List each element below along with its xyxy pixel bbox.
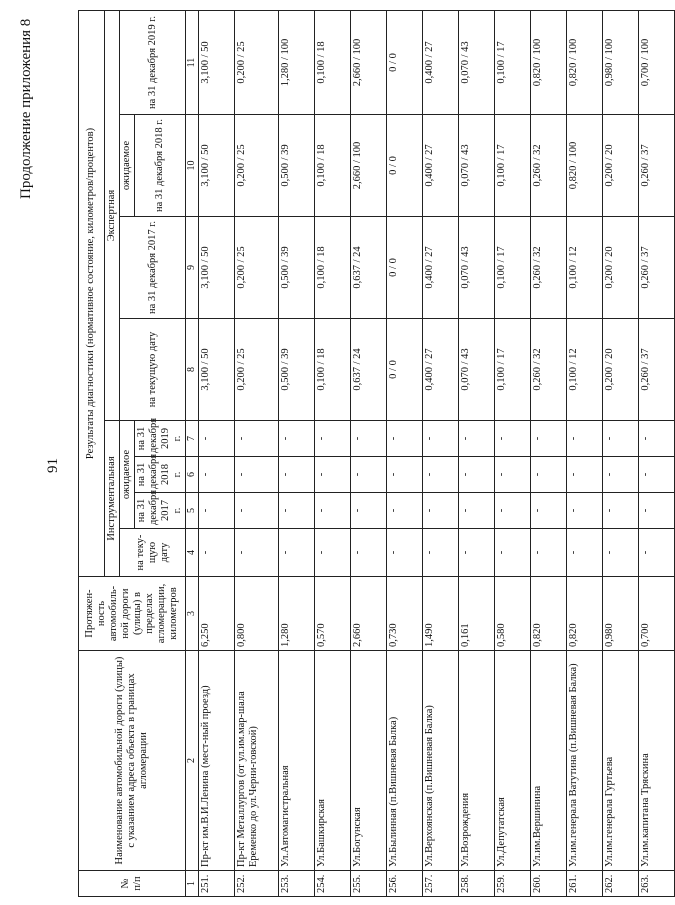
cell-expert-2019: 0,820 / 100 — [530, 11, 566, 115]
cell-expert-current: 0,260 / 37 — [638, 319, 674, 421]
cell-expert-current: 0,260 / 32 — [530, 319, 566, 421]
road-name: Ул.Башкирская — [314, 651, 350, 871]
cell-instr-2019: - — [602, 421, 638, 457]
road-length: 0,161 — [458, 577, 494, 651]
cell-expert-2019: 2,660 / 100 — [350, 11, 386, 115]
road-length: 0,820 — [530, 577, 566, 651]
cell-instr-current: - — [422, 529, 458, 577]
cell-expert-2017: 0 / 0 — [386, 217, 422, 319]
road-length: 0,580 — [494, 577, 530, 651]
table-row — [422, 11, 458, 897]
cell-expert-2019: 1,280 / 100 — [278, 11, 314, 115]
cell-expert-2018: 0,400 / 27 — [422, 115, 458, 217]
table-row — [234, 11, 278, 897]
cell-instr-2019: - — [198, 421, 234, 457]
cell-instr-current: - — [494, 529, 530, 577]
cell-instr-2017: - — [494, 493, 530, 529]
table-row — [198, 11, 234, 897]
cell-instr-2019: - — [314, 421, 350, 457]
cell-expert-2019: 0 / 0 — [386, 11, 422, 115]
cell-expert-current: 0,100 / 12 — [566, 319, 602, 421]
cell-expert-2017: 0,260 / 37 — [638, 217, 674, 319]
cell-expert-2019: 0,820 / 100 — [566, 11, 602, 115]
cell-instr-2017: - — [638, 493, 674, 529]
cell-instr-2018: - — [314, 457, 350, 493]
cell-expert-2019: 0,070 / 43 — [458, 11, 494, 115]
table-row — [494, 11, 530, 897]
cell-expert-2018: 0,200 / 20 — [602, 115, 638, 217]
cell-expert-2018: 0,820 / 100 — [566, 115, 602, 217]
cell-instr-2019: - — [638, 421, 674, 457]
cell-expert-2018: 0,070 / 43 — [458, 115, 494, 217]
row-number: 254. — [314, 871, 350, 897]
row-number: 260. — [530, 871, 566, 897]
cell-expert-current: 3,100 / 50 — [198, 319, 234, 421]
row-number: 252. — [234, 871, 278, 897]
column-number: 5 — [186, 493, 199, 529]
cell-instr-2019: - — [458, 421, 494, 457]
cell-expert-2019: 0,200 / 25 — [234, 11, 278, 115]
road-length: 0,800 — [234, 577, 278, 651]
cell-instr-2018: - — [638, 457, 674, 493]
cell-instr-2019: - — [422, 421, 458, 457]
table-row — [350, 11, 386, 897]
cell-expert-2018: 2,660 / 100 — [350, 115, 386, 217]
header-instr-2017: на 31 декабря 2017 г. — [135, 493, 186, 529]
page-number: 91 — [45, 458, 61, 473]
column-number: 11 — [186, 11, 199, 115]
cell-expert-2017: 0,637 / 24 — [350, 217, 386, 319]
column-number-row — [186, 11, 199, 897]
cell-expert-2017: 0,200 / 25 — [234, 217, 278, 319]
cell-instr-2018: - — [350, 457, 386, 493]
cell-expert-current: 0,400 / 27 — [422, 319, 458, 421]
road-name: Ул.Былинная (п.Вишневая Балка) — [386, 651, 422, 871]
row-number: 258. — [458, 871, 494, 897]
cell-expert-current: 0,070 / 43 — [458, 319, 494, 421]
table-row — [566, 11, 602, 897]
road-length: 0,570 — [314, 577, 350, 651]
cell-instr-current: - — [638, 529, 674, 577]
table-row — [386, 11, 422, 897]
cell-instr-2018: - — [530, 457, 566, 493]
header-expert-current: на текущую дату — [120, 319, 186, 421]
cell-instr-2017: - — [198, 493, 234, 529]
cell-instr-current: - — [234, 529, 278, 577]
row-number: 257. — [422, 871, 458, 897]
cell-instr-2017: - — [566, 493, 602, 529]
cell-expert-2019: 0,100 / 18 — [314, 11, 350, 115]
road-length: 0,820 — [566, 577, 602, 651]
cell-expert-2017: 0,100 / 12 — [566, 217, 602, 319]
road-name: Ул.им.генерала Гуртьева — [602, 651, 638, 871]
cell-expert-2018: 3,100 / 50 — [198, 115, 234, 217]
cell-expert-2018: 0,260 / 37 — [638, 115, 674, 217]
cell-expert-2017: 0,200 / 20 — [602, 217, 638, 319]
cell-expert-current: 0,200 / 20 — [602, 319, 638, 421]
cell-instr-current: - — [602, 529, 638, 577]
road-name: Пр-кт им.В.И.Ленина (мест-ный проезд) — [198, 651, 234, 871]
cell-expert-2019: 0,400 / 27 — [422, 11, 458, 115]
header-expert: Экспертная — [105, 11, 120, 421]
cell-expert-2017: 0,100 / 17 — [494, 217, 530, 319]
cell-expert-2019: 0,700 / 100 — [638, 11, 674, 115]
header-expert-expected: ожидаемое — [120, 115, 135, 217]
cell-expert-current: 0,100 / 18 — [314, 319, 350, 421]
column-number: 9 — [186, 217, 199, 319]
row-number: 261. — [566, 871, 602, 897]
cell-instr-2019: - — [234, 421, 278, 457]
cell-instr-2019: - — [278, 421, 314, 457]
cell-instr-2019: - — [350, 421, 386, 457]
cell-expert-current: 0,100 / 17 — [494, 319, 530, 421]
road-name: Ул.им.генерала Ватутина (п.Вишневая Балка) — [566, 651, 602, 871]
table-row — [314, 11, 350, 897]
header-expert-2017: на 31 декабря 2017 г. — [120, 217, 186, 319]
cell-instr-current: - — [530, 529, 566, 577]
header-diagnostics: Результаты диагностики (нормативное состояние, километров/процентов) — [79, 11, 105, 577]
cell-instr-2019: - — [530, 421, 566, 457]
road-diagnostics-table — [78, 10, 675, 897]
table-row — [638, 11, 674, 897]
column-number: 6 — [186, 457, 199, 493]
cell-instr-2018: - — [234, 457, 278, 493]
cell-expert-2017: 0,260 / 32 — [530, 217, 566, 319]
cell-instr-2018: - — [566, 457, 602, 493]
row-number: 259. — [494, 871, 530, 897]
header-instr-2019: на 31 декабря 2019 г. — [135, 421, 186, 457]
header-expert-2018: на 31 декабря 2018 г. — [135, 115, 186, 217]
header-length: Протяжен-ность автомобиль-ной дороги (улицы) в пределах агломерации, километров — [79, 577, 186, 651]
table-row — [530, 11, 566, 897]
cell-expert-2018: 0,260 / 32 — [530, 115, 566, 217]
column-number: 8 — [186, 319, 199, 421]
header-instrumental: Инструментальная — [105, 421, 120, 577]
cell-instr-2018: - — [198, 457, 234, 493]
cell-instr-2018: - — [386, 457, 422, 493]
road-name: Ул.им.Вершинина — [530, 651, 566, 871]
cell-instr-2017: - — [458, 493, 494, 529]
cell-expert-2019: 3,100 / 50 — [198, 11, 234, 115]
cell-instr-current: - — [566, 529, 602, 577]
cell-instr-2017: - — [386, 493, 422, 529]
row-number: 262. — [602, 871, 638, 897]
cell-instr-current: - — [198, 529, 234, 577]
table-row — [278, 11, 314, 897]
header-expert-2019: на 31 декабря 2019 г. — [120, 11, 186, 115]
cell-instr-2019: - — [386, 421, 422, 457]
road-name: Ул.Богунская — [350, 651, 386, 871]
cell-instr-current: - — [314, 529, 350, 577]
cell-instr-2018: - — [494, 457, 530, 493]
road-length: 0,730 — [386, 577, 422, 651]
road-length: 2,660 — [350, 577, 386, 651]
header-instr-2018: на 31 декабря 2018 г. — [135, 457, 186, 493]
cell-instr-2017: - — [530, 493, 566, 529]
road-name: Ул.Возрождения — [458, 651, 494, 871]
cell-expert-2018: 0,100 / 17 — [494, 115, 530, 217]
row-number: 255. — [350, 871, 386, 897]
cell-instr-2018: - — [602, 457, 638, 493]
cell-expert-2018: 0 / 0 — [386, 115, 422, 217]
header-instr-current: на теку-щую дату — [120, 529, 186, 577]
cell-instr-current: - — [350, 529, 386, 577]
road-length: 0,700 — [638, 577, 674, 651]
header-instr-expected: ожидаемое — [120, 421, 135, 529]
cell-instr-2017: - — [234, 493, 278, 529]
cell-instr-current: - — [278, 529, 314, 577]
cell-expert-2018: 0,200 / 25 — [234, 115, 278, 217]
table-row — [458, 11, 494, 897]
cell-expert-current: 0,637 / 24 — [350, 319, 386, 421]
cell-expert-2017: 0,400 / 27 — [422, 217, 458, 319]
cell-instr-2019: - — [566, 421, 602, 457]
row-number: 253. — [278, 871, 314, 897]
cell-instr-2017: - — [278, 493, 314, 529]
cell-expert-2017: 0,500 / 39 — [278, 217, 314, 319]
cell-expert-current: 0,200 / 25 — [234, 319, 278, 421]
header-num: № п/п — [79, 871, 186, 897]
road-name: Ул.Депутатская — [494, 651, 530, 871]
cell-expert-2017: 0,100 / 18 — [314, 217, 350, 319]
cell-expert-2018: 0,100 / 18 — [314, 115, 350, 217]
cell-expert-2019: 0,100 / 17 — [494, 11, 530, 115]
cell-instr-2017: - — [314, 493, 350, 529]
cell-instr-current: - — [458, 529, 494, 577]
column-number: 2 — [186, 651, 199, 871]
column-number: 3 — [186, 577, 199, 651]
cell-instr-2018: - — [278, 457, 314, 493]
road-length: 1,490 — [422, 577, 458, 651]
continuation-title: Продолжение приложения 8 — [18, 18, 34, 199]
road-name: Ул.им.капитана Тряскина — [638, 651, 674, 871]
row-number: 263. — [638, 871, 674, 897]
header-name: Наименование автомобильной дороги (улицы) с указанием адреса объекта в границах агломерации — [79, 651, 186, 871]
road-length: 6,250 — [198, 577, 234, 651]
cell-expert-2018: 0,500 / 39 — [278, 115, 314, 217]
table-row — [602, 11, 638, 897]
column-number: 10 — [186, 115, 199, 217]
row-number: 256. — [386, 871, 422, 897]
road-name: Пр-кт Металлургов (от ул.им.мар-шала Еременко до ул.Черни-говской) — [234, 651, 278, 871]
column-number: 7 — [186, 421, 199, 457]
cell-expert-current: 0,500 / 39 — [278, 319, 314, 421]
row-number: 251. — [198, 871, 234, 897]
cell-instr-2018: - — [422, 457, 458, 493]
road-name: Ул.Автомагистральная — [278, 651, 314, 871]
road-name: Ул.Верхоянская (п.Вишневая Балка) — [422, 651, 458, 871]
cell-instr-2019: - — [494, 421, 530, 457]
cell-expert-2017: 3,100 / 50 — [198, 217, 234, 319]
cell-expert-2017: 0,070 / 43 — [458, 217, 494, 319]
cell-expert-2019: 0,980 / 100 — [602, 11, 638, 115]
cell-instr-2018: - — [458, 457, 494, 493]
cell-expert-current: 0 / 0 — [386, 319, 422, 421]
road-length: 0,980 — [602, 577, 638, 651]
cell-instr-2017: - — [602, 493, 638, 529]
column-number: 4 — [186, 529, 199, 577]
cell-instr-current: - — [386, 529, 422, 577]
cell-instr-2017: - — [422, 493, 458, 529]
road-length: 1,280 — [278, 577, 314, 651]
column-number: 1 — [186, 871, 199, 897]
cell-instr-2017: - — [350, 493, 386, 529]
